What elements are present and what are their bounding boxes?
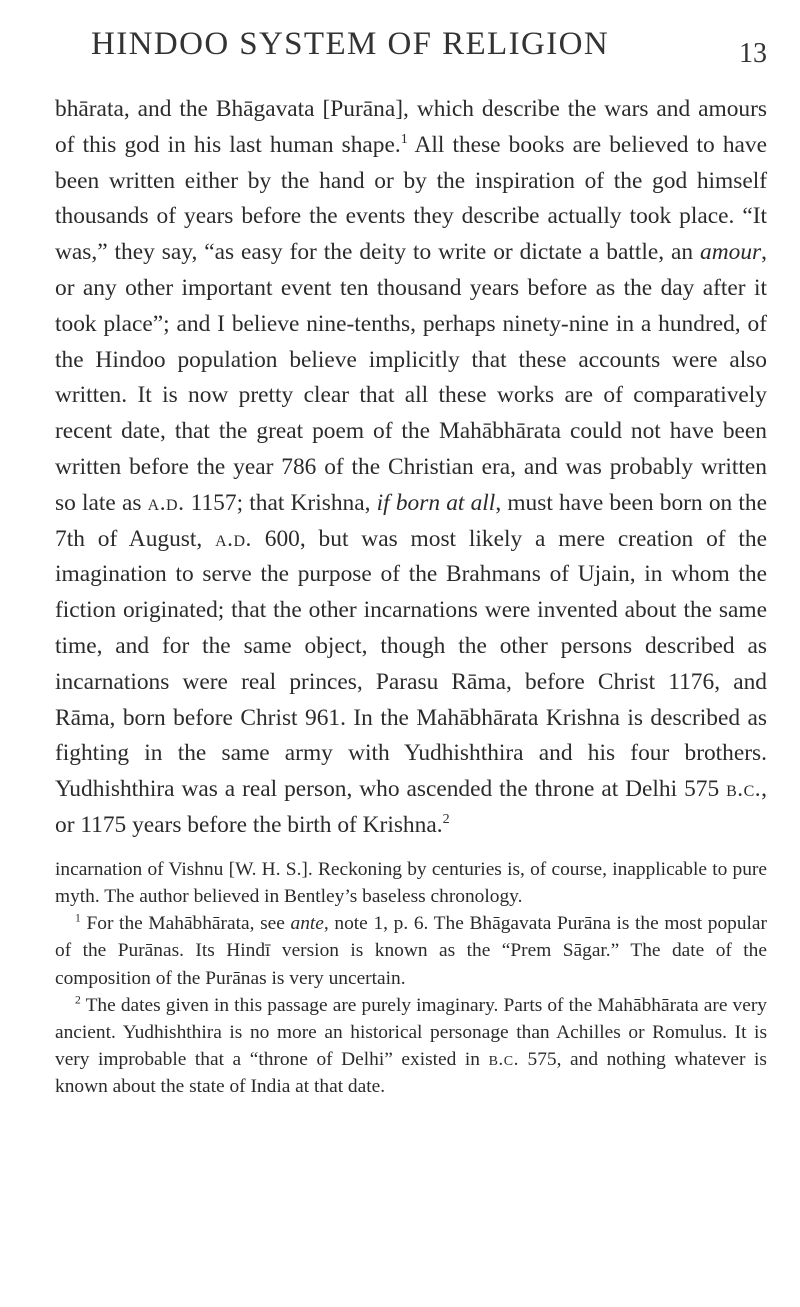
text-run: For the Mahābhārata, see (80, 913, 291, 935)
era-abbreviation: a.d. (215, 525, 252, 552)
footnote-mark: 1 (75, 911, 81, 925)
text-run: , or any other important event ten thousand years before as the day after it took place”; and I believe nine-tenths, perhaps ninety-nine in a hundred, of the Hindoo population believe implicitly that these accounts were also written. It is now pretty clear that all these works are of comparatively recent date, that the great poem of the Mahābhārata could not have been written before the year 786 of the Christian era, and was probably written so late as (55, 239, 767, 516)
text-run: bhārata, and the Bhāgavata [Purāna], which describe the wars and amours of this god in his last human shape. (55, 96, 767, 158)
footnote-ref-2: 2 (442, 811, 450, 828)
italic-term-ante: ante (290, 913, 324, 935)
text-run: , must have been born on the 7th of August, (55, 489, 767, 552)
footnote-ref-1: 1 (400, 131, 408, 147)
text-run: 575, and nothing whatever is known about the state of India at that date. (55, 1049, 767, 1098)
text-run: 600, but was most likely a mere creation of the imagination to serve the purpose of the Brahmans of Ujain, in whom the fiction originated; that the other incarnations were invented about the same time, and for the same object, though the other persons described as incarnations were real princes, Parasu Rāma, before Christ 1176, and Rāma, born before Christ 961. In the Mahābhārata Krishna is described as fighting in the same army with Yudhishthira and his four brothers. Yudhishthira was a real person, who ascended the throne at Delhi 575 (55, 525, 767, 803)
italic-phrase-if-born: if born at all (376, 489, 496, 516)
running-title: HINDOO SYSTEM OF RELIGION (91, 26, 610, 62)
era-abbreviation: a.d. (147, 489, 185, 516)
footnote-mark: 2 (75, 993, 81, 1007)
text-run: All these books are believed to have been written either by the hand or by the inspiration of the god himself thousands of years before the events they describe actually took place. “It was,” they say, “as easy for the deity to write or dictate a battle, an (55, 131, 767, 266)
era-abbreviation: b.c. (488, 1049, 519, 1071)
italic-term-amour: amour (700, 239, 762, 266)
era-abbreviation: b.c. (726, 776, 762, 803)
running-header (55, 22, 767, 82)
footnote-continuation: incarnation of Vishnu [W. H. S.]. Reckoning by centuries is, of course, inapplicable to pure myth. The author believed in Bentley’s baseless chronology. (55, 858, 767, 907)
text-run: 1157; that Krishna, (184, 489, 377, 516)
body-paragraph (55, 92, 767, 844)
text-run: , note 1, p. 6. The Bhāgavata Purāna is the most popular of the Purānas. Its Hindī version is known as the “Prem Sāgar.” The date of the composition of the Purānas is very uncertain. (55, 913, 767, 989)
text-run: , or 1175 years before the birth of Krishna. (55, 776, 767, 838)
text-run: The dates given in this passage are purely imaginary. Parts of the Mahābhārata are very ancient. Yudhishthira is no more an historical personage than Achilles or Romulus. It is very improbable that a “throne of Delhi” existed in (55, 994, 767, 1071)
footnotes (55, 856, 767, 1101)
main-text (55, 92, 767, 844)
book-page (55, 22, 767, 1101)
footnote-1 (55, 910, 767, 992)
page-number: 13 (739, 38, 767, 69)
footnote-2 (55, 992, 767, 1101)
